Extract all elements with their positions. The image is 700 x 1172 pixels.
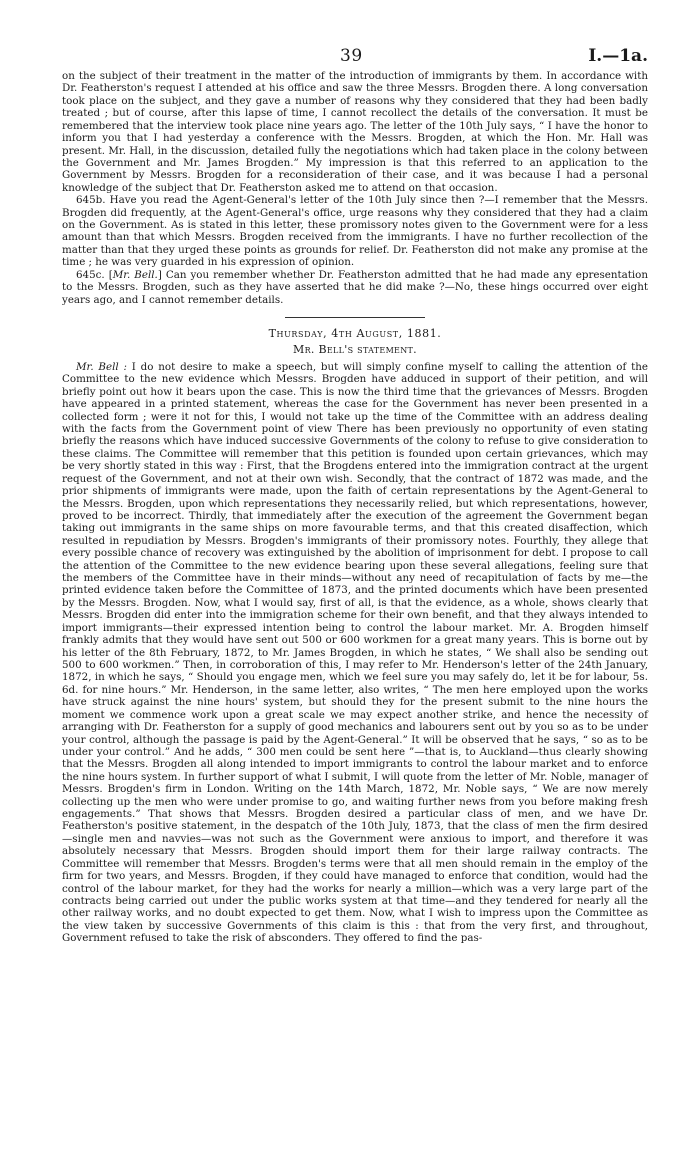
page-header (62, 40, 648, 70)
paragraph-question-645c: 645c. [Mr. Bell.] Can you remember whether Dr. Featherston admitted that he had made any epresentation to the Messrs. Brogden, such as they have asserted that he did make ?—No, these hings occurred over eight years ago, and I cannot remember details. (62, 268, 649, 306)
document-body (62, 70, 648, 945)
page-number: 39 (340, 46, 363, 66)
question-text: ] Can you remember whether Dr. Featherston admitted that he had made any epresentation to the Messrs. Brogden, such as they have asserted that he did make ?—No, these hings occurred over eight years ago, and I cannot remember details. (62, 268, 649, 306)
paragraph-question-645b: 645b. Have you read the Agent-General's letter of the 10th July since then ?—I remember that the Messrs. Brogden did frequently, at the Agent-General's office, urge reasons why they considered that they had a claim on the Government. As is stated in this letter, these promissory notes given to the Government were for a less amount than that which Messrs. Brogden received from the immigrants. I have no further recollection of the matter than that they urged these points as grounds for relief. Dr. Featherston did not make any promise at the time ; he was very guarded in his expression of opinion. (62, 194, 648, 269)
date-heading: Thursday, 4th August, 1881. (268, 327, 442, 341)
page-reference: I.—1a. (588, 46, 648, 66)
statement-text: I do not desire to make a speech, but will simply confine myself to calling the attention of the Committee to the new evidence which Messrs. Brogden have adduced in support of their petition, and will briefly point out how it bears upon the case. This is now the third time that the grievances of Messrs. Brogden have appeared in a printed statement, whereas the case for the Government has never been presented in a collected form ; were it not for this, I would not take up the time of the Committee with an address dealing with the facts from the Government point of view There has been previously no opportunity of even stating briefly the reasons which have induced successive Governments of the colony to refuse to give consideration to these claims. The Committee will remember that this petition is founded upon certain grievances, which may be very shortly stated in this way : First, that the Brogdens entered into the immigration contract at the urgent request of the Government, and not at their own wish. Secondly, that the contract of 1872 was made, and the prior shipments of immigrants were made, upon the faith of certain representations by the Agent-General to the Messrs. Brogden, upon which representations they necessarily relied, but which representations, however, proved to be incorrect. Thirdly, that immediately after the execution of the agreement the Government began taking out immigrants in the same ships on more favourable terms, and that this created disaffection, which resulted in repudiation by Messrs. Brogden's immigrants of their promissory notes. Fourthly, they allege that every possible chance of recovery was extinguished by the abolition of imprisonment for debt. I propose to call the attention of the Committee to the new evidence bearing upon these several allegations, feeling sure that the members of the Committee have in their minds—without any need of recapitulation of facts by me—the printed evidence taken before the Committee of 1873, and the printed documents which have been presented by the Messrs. Brogden. Now, what I would say, first of all, is that the evidence, as a whole, shows clearly that Messrs. Brogden did enter into the immigration scheme for their own benefit, and that they always intended to import immigrants—their expressed intention being to control the labour market. Mr. A. Brogden himself frankly admits that they would have sent out 500 or 600 workmen for a great many years. This is borne out by his letter of the 8th February, 1872, to Mr. James Brogden, in which he states, “ We shall also be sending out 500 to 600 workmen.” Then, in corroboration of this, I may refer to Mr. Henderson's letter of the 24th January, 1872, in which he says, “ Should you engage men, which we feel sure you may safely do, let it be for labour, 5s. 6d. for nine hours.” Mr. Henderson, in the same letter, also writes, “ The men here employed upon the works have struck against the nine hours' system, but should they for the present submit to the nine hours the moment we commence work upon a great scale we may expect another strike, and hence the necessity of arranging with Dr. Featherston for a supply of good mechanics and labourers sent out by you so as to be under your control, although the passage is paid by the Agent-General.” It will be observed that he says, “ so as to be under your control.” And he adds, “ 300 men could be sent here ”—that is, to Auckland—thus clearly showing that the Messrs. Brogden all along intended to import immigrants to control the labour market and to enforce the nine hours system. In further support of what I submit, I will quote from the letter of Mr. Noble, manager of Messrs. Brogden's firm in London. Writing on the 14th March, 1872, Mr. Noble says, “ We are now merely collecting up the men who were under promise to go, and waiting further news from you before making fresh engagements.” That shows that Messrs. Brogden desired a particular class of men, and we have Dr. Featherston's positive statement, in the despatch of the 10th July, 1873, that the class of men the firm desired—single men and navvies—was not such as the Government were anxious to import, and therefore it was absolutely necessary that Messrs. Brogden should import them for their large railway contracts. The Committee will remember that Messrs. Brogden's terms were that all men should remain in the employ of the firm for two years, and Messrs. Brogden, if they could have managed to enforce that condition, would had the control of the labour market, for they had the works for nearly a million—which was a very large part of the contracts being carried out under the public works system at that time—and they tendered for nearly all the other railway works, and no doubt expected to get them. Now, what I wish to impress upon the Committee as the view taken by successive Governments of this claim is this : that from the very first, and throughout, Government refused to take the risk of absconders. They offered to find the pas- (62, 360, 648, 945)
statement-speaker: Mr. Bell : (76, 360, 127, 373)
question-number: 645c. (76, 268, 105, 281)
section-divider (285, 317, 425, 318)
statement-heading: Mr. Bell's statement. (293, 343, 417, 357)
question-speaker: Mr. Bell. (112, 268, 158, 281)
statement-paragraph (62, 361, 648, 945)
paragraph-continuation: on the subject of their treatment in the matter of the introduction of immigrants by them. In accordance with Dr. Featherston's request I attended at his office and saw the three Messrs. Brogden there. A long conversation took place on the subject, and they gave a number of reasons why they considered that they had been badly treated ; but of course, after this lapse of time, I cannot recollect the details of the conversation. It must be remembered that the interview took place nine years ago. The letter of the 10th July says, “ I have the honor to inform you that I had yesterday a conference with the Messrs. Brogden, at which the Hon. Mr. Hall was present. Mr. Hall, in the discussion, detailed fully the negotiations which had taken place in the colony between the Government and Mr. James Brogden.” My impression is that this referred to an application to the Government by Messrs. Brogden for a reconsideration of their case, and it was because I had a personal knowledge of the subject that Dr. Featherston asked me to attend on that occasion. (62, 70, 648, 194)
document-page (62, 40, 648, 945)
